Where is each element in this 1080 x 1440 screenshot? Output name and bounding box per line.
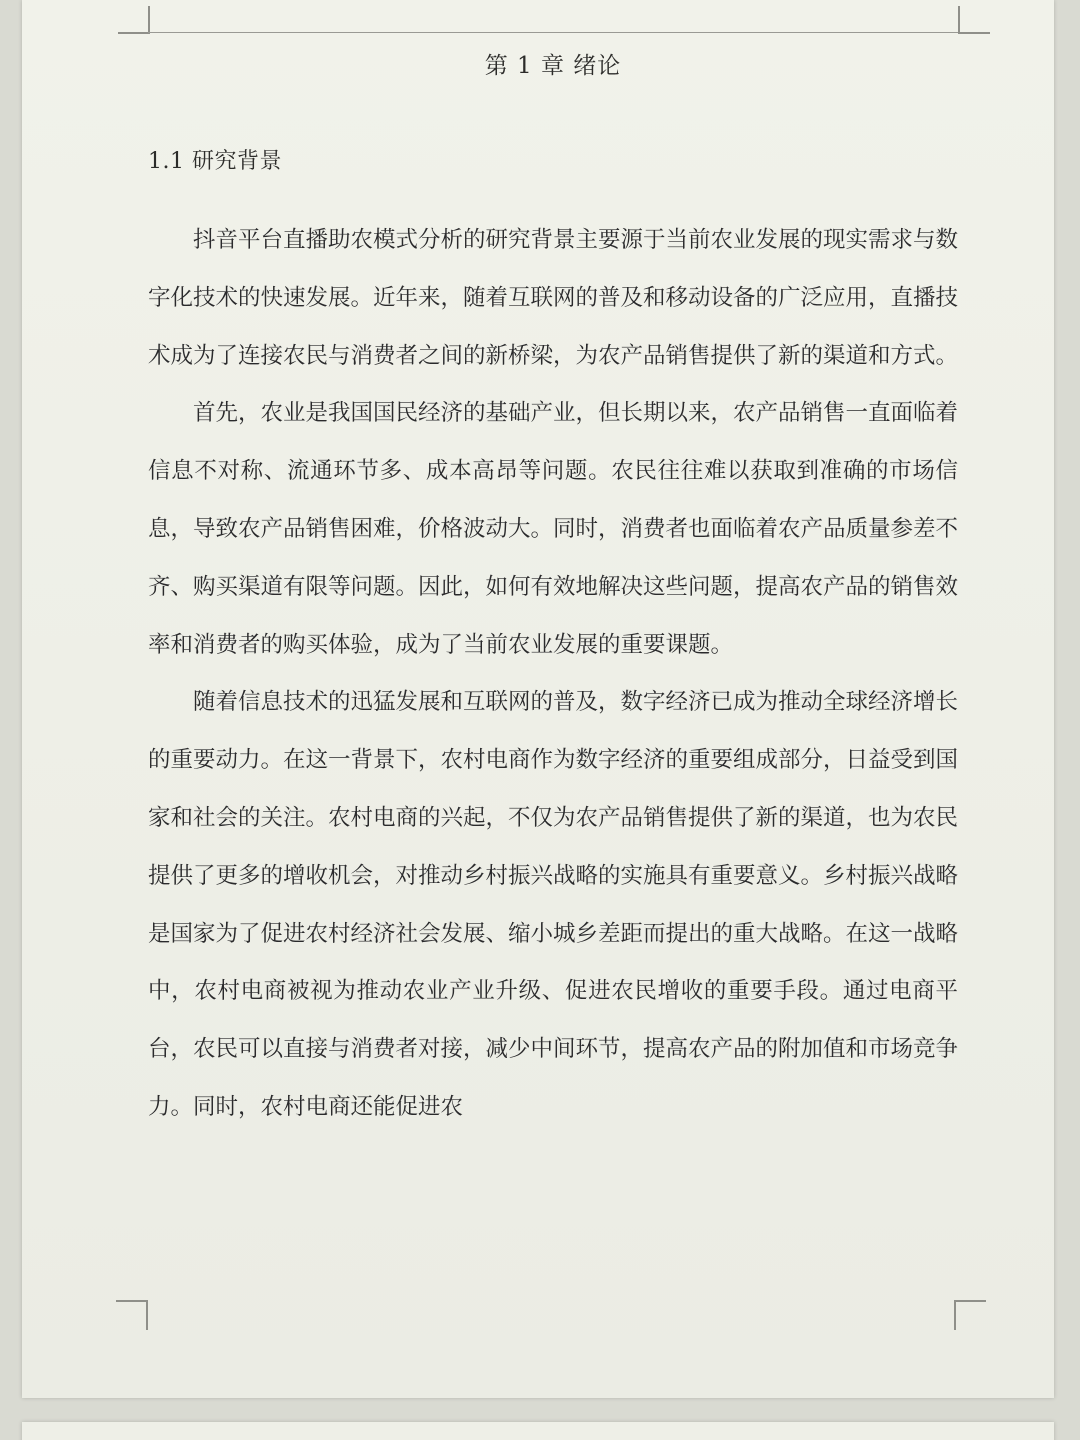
section-heading: 1.1 研究背景 — [148, 149, 282, 174]
crop-mark-top-right-vertical — [958, 6, 960, 34]
chapter-title: 第 1 章 绪论 — [484, 53, 622, 79]
crop-mark-bottom-right — [956, 1300, 986, 1302]
crop-mark-bottom-left-vertical — [146, 1300, 148, 1330]
crop-mark-top-left — [118, 32, 150, 34]
body-text[interactable] — [148, 212, 958, 1137]
document-page — [22, 0, 1054, 1398]
paragraph-2: 首先，农业是我国国民经济的基础产业，但长期以来，农产品销售一直面临着信息不对称、流通环节多、成本高昂等问题。农民往往难以获取到准确的市场信息，导致农产品销售困难，价格波动大。同时，消费者也面临着农产品质量参差不齐、购买渠道有限等问题。因此，如何有效地解决这些问题，提高农产品的销售效率和消费者的购买体验，成为了当前农业发展的重要课题。 — [148, 400, 959, 658]
crop-mark-top-left-vertical — [148, 6, 150, 34]
header-rule — [148, 32, 960, 33]
crop-mark-bottom-left — [116, 1300, 148, 1302]
crop-mark-top-right — [960, 32, 990, 34]
crop-mark-bottom-right-vertical — [954, 1300, 956, 1330]
paragraph-3: 随着信息技术的迅猛发展和互联网的普及，数字经济已成为推动全球经济增长的重要动力。在这一背景下，农村电商作为数字经济的重要组成部分，日益受到国家和社会的关注。农村电商的兴起，不仅为农产品销售提供了新的渠道，也为农民提供了更多的增收机会，对推动乡村振兴战略的实施具有重要意义。乡村振兴战略是国家为了促进农村经济社会发展、缩小城乡差距而提出的重大战略。在这一战略中，农村电商被视为推动农业产业升级、促进农民增收的重要手段。通过电商平台，农民可以直接与消费者对接，减少中间环节，提高农产品的附加值和市场竞争力。同时，农村电商还能促进农 — [148, 689, 959, 1120]
next-page-edge — [22, 1422, 1054, 1440]
paragraph-1: 抖音平台直播助农模式分析的研究背景主要源于当前农业发展的现实需求与数字化技术的快速发展。近年来，随着互联网的普及和移动设备的广泛应用，直播技术成为了连接农民与消费者之间的新桥梁，为农产品销售提供了新的渠道和方式。 — [148, 227, 959, 369]
